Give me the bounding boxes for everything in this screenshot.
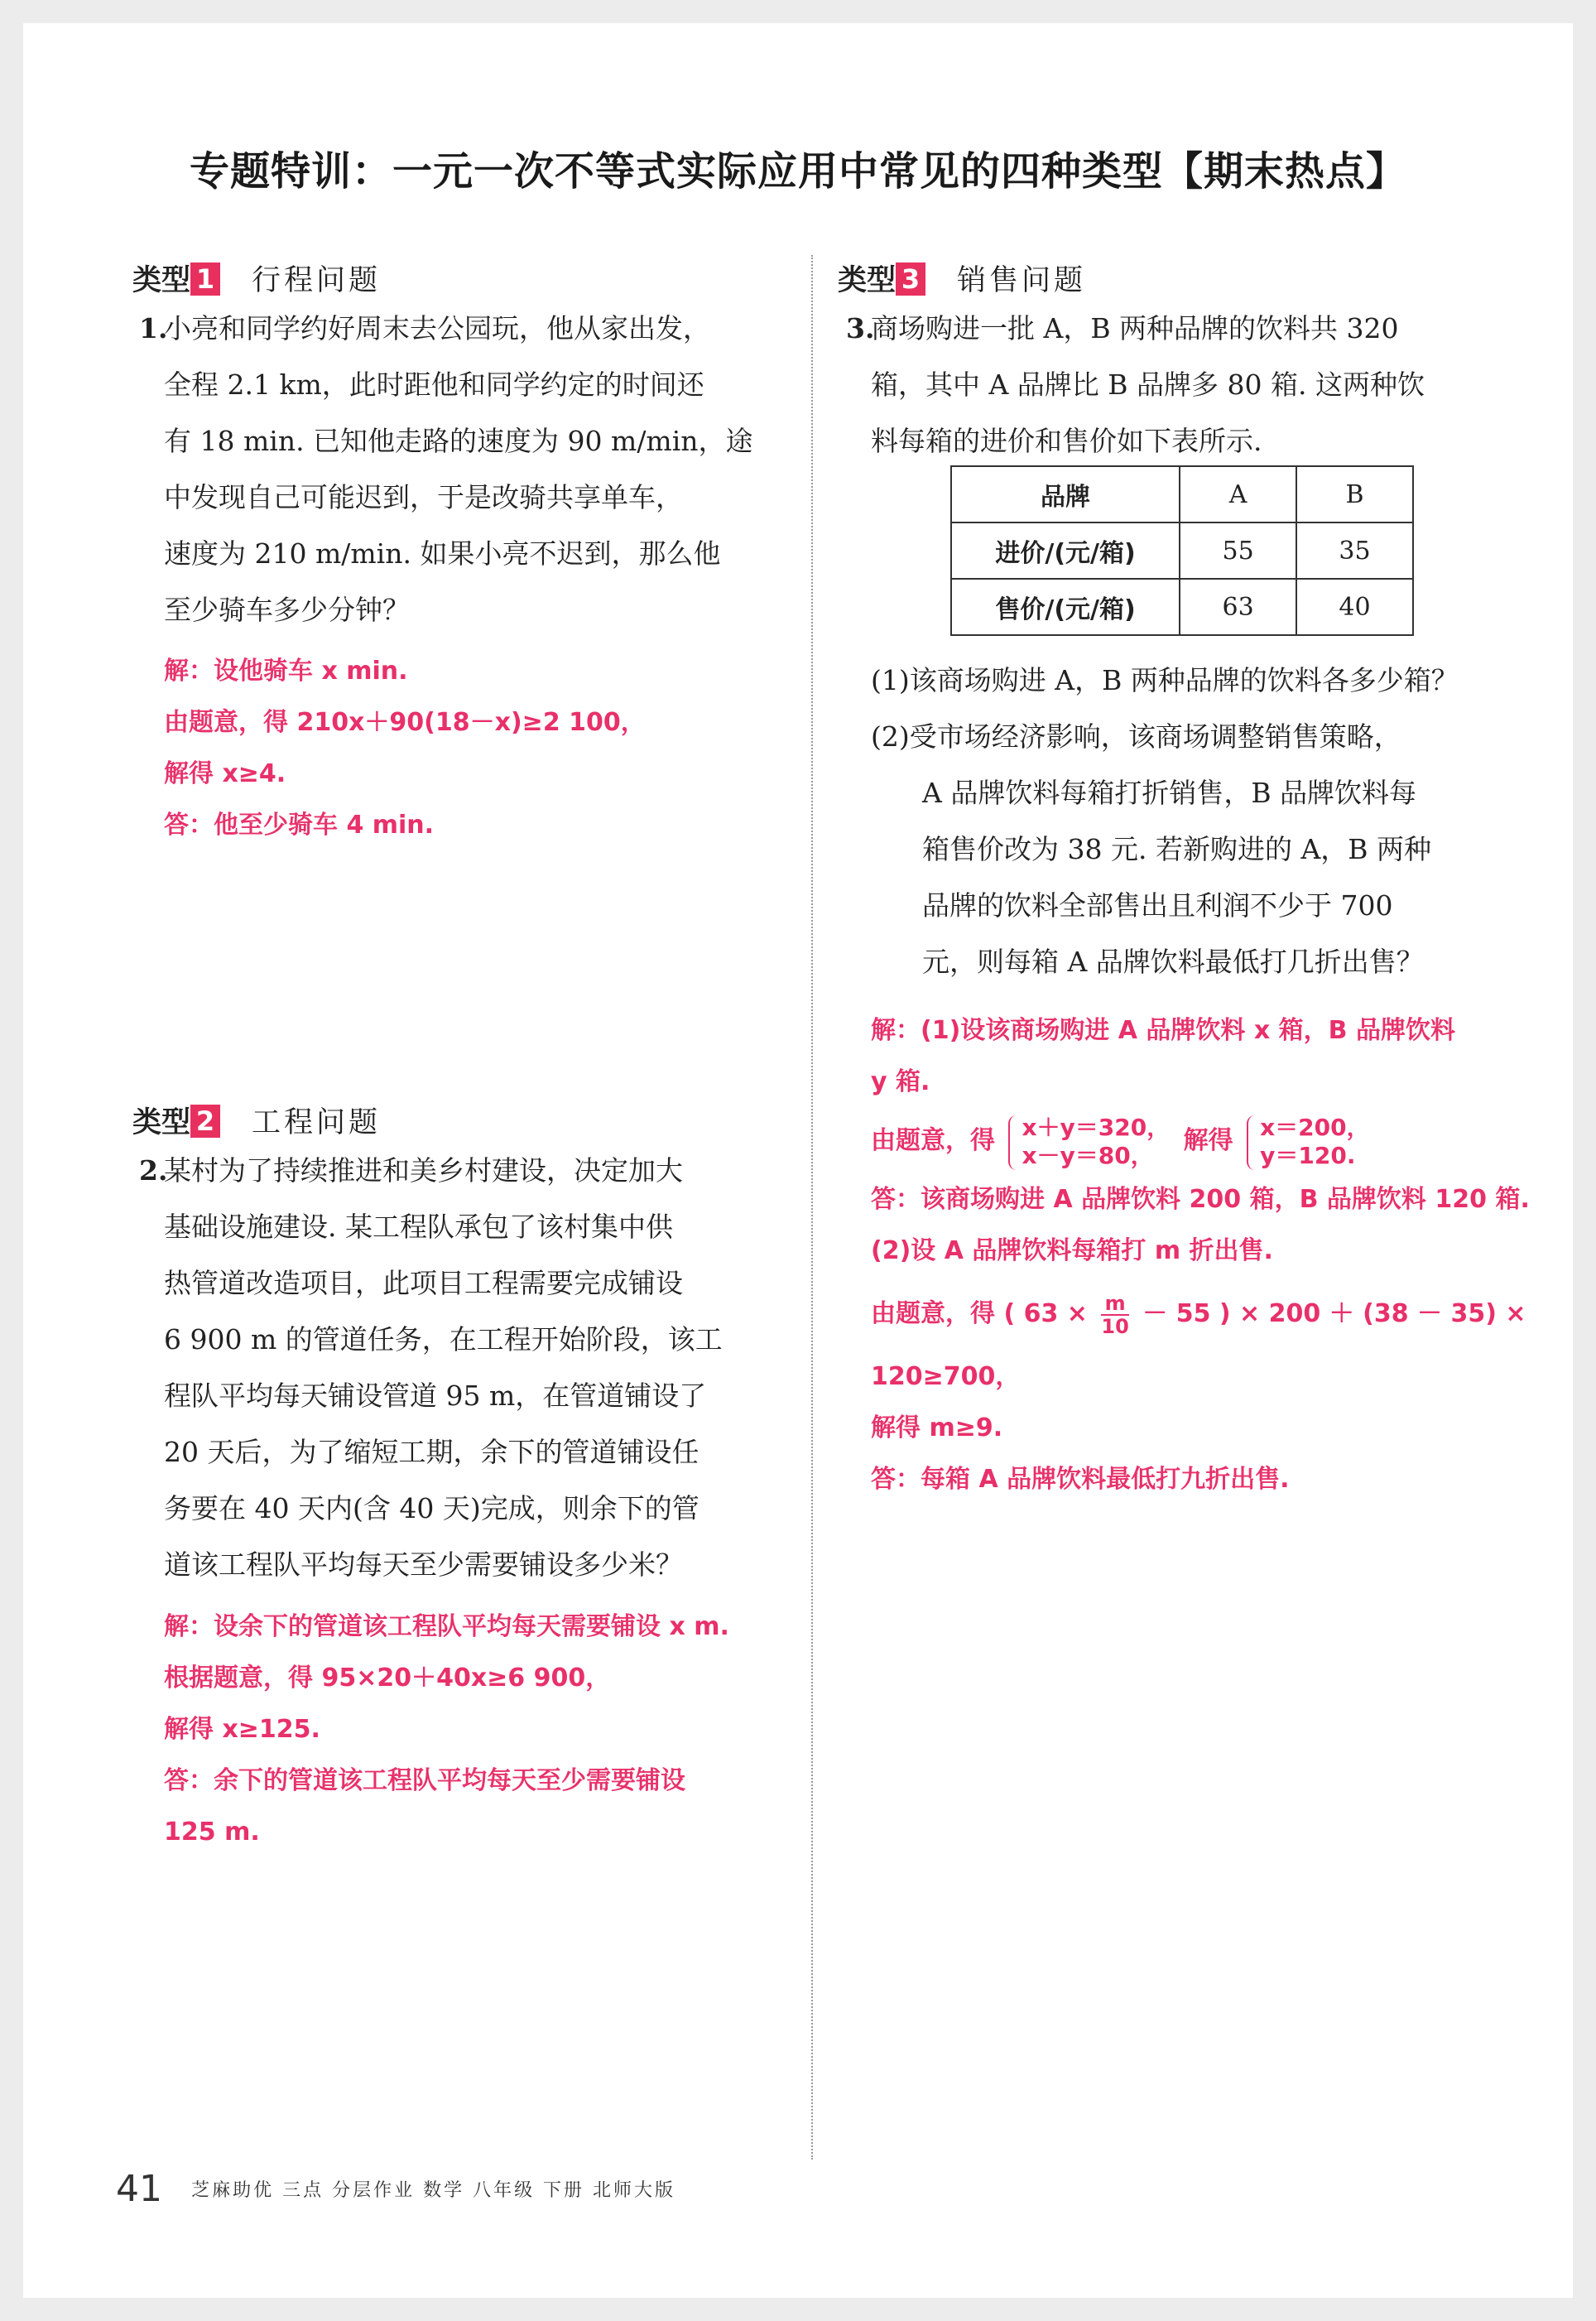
solution-line: 解：设他骑车 x min. — [164, 657, 408, 686]
solution-text: 解得 — [1183, 1126, 1233, 1155]
solution-system-line — [871, 1108, 1533, 1174]
problem-text-line: 有 18 min. 已知他走路的速度为 90 m/min，途 — [164, 425, 753, 457]
problem-text-line: 至少骑车多少分钟？ — [164, 594, 410, 626]
table-cell: 63 — [1180, 579, 1296, 635]
section-name: 销售问题 — [957, 264, 1087, 297]
solution-line: 答：余下的管道该工程队平均每天至少需要铺设 — [164, 1766, 685, 1795]
table-cell: 售价/(元/箱) — [951, 579, 1180, 635]
page-title: 专题特训：一元一次不等式实际应用中常见的四种类型【期末热点】 — [189, 148, 1406, 195]
problem-text-line: 道该工程队平均每天至少需要铺设多少米？ — [164, 1548, 683, 1581]
solution-line: 解得 m≥9. — [871, 1413, 1003, 1442]
table-cell: 55 — [1180, 522, 1296, 579]
solution-line: 解：设余下的管道该工程队平均每天需要铺设 x m. — [164, 1612, 729, 1641]
section-badge: 3 — [896, 262, 925, 296]
sub-question-line: (2)受市场经济影响，该商场调整销售策略， — [871, 720, 1401, 753]
problem-2 — [139, 1143, 801, 1593]
equation: y＝120. — [1260, 1141, 1356, 1169]
problem-text-line: 小亮和同学约好周末去公园玩，他从家出发， — [164, 312, 710, 344]
price-table — [950, 465, 1414, 636]
problem-3-subquestions — [871, 652, 1525, 990]
table-row — [951, 579, 1413, 635]
solution-1 — [164, 646, 646, 851]
fraction — [1101, 1293, 1128, 1337]
fraction-denominator: 10 — [1101, 1314, 1129, 1338]
solution-line: 答：他至少骑车 4 min. — [164, 811, 435, 840]
table-cell: 进价/(元/箱) — [951, 522, 1180, 579]
solution-line: 由题意，得 210x＋90(18－x)≥2 100， — [164, 708, 646, 737]
problem-text-line: 务要在 40 天内(含 40 天)完成，则余下的管 — [164, 1492, 699, 1524]
solution-text: 由题意，得 ( 63 × — [871, 1299, 1088, 1328]
book-info: 芝麻助优 三点 分层作业 数学 八年级 下册 北师大版 — [191, 2180, 676, 2201]
sub-question-line: (1)该商场购进 A，B 两种品牌的饮料各多少箱？ — [871, 664, 1459, 696]
problem-text-line: 热管道改造项目，此项目工程需要完成铺设 — [164, 1267, 683, 1299]
solution-3 — [871, 1005, 1533, 1505]
problem-text-line: 商场购进一批 A，B 两种品牌的饮料共 320 — [871, 312, 1399, 344]
sub-question-line: A 品牌饮料每箱打折销售，B 品牌饮料每 — [922, 777, 1417, 809]
sub-question-line: 品牌的饮料全部售出且利润不少于 700 — [922, 889, 1393, 922]
problem-text-line: 某村为了持续推进和美乡村建设，决定加大 — [164, 1154, 683, 1187]
equation: x＝200， — [1260, 1113, 1370, 1141]
solution-line: 120≥700， — [871, 1362, 1021, 1391]
page-number: 41 — [116, 2168, 162, 2210]
section-label: 类型 — [132, 264, 191, 297]
left-brace — [1247, 1115, 1257, 1170]
solution-line: 解：(1)设该商场购进 A 品牌饮料 x 箱，B 品牌饮料 — [871, 1016, 1455, 1045]
table-header-cell: A — [1180, 466, 1296, 522]
column-divider — [811, 255, 813, 2160]
problem-text-line: 全程 2.1 km，此时距他和同学约定的时间还 — [164, 368, 704, 401]
solution-fraction-line — [871, 1277, 1533, 1351]
solution-line: y 箱. — [871, 1067, 930, 1096]
section-badge: 2 — [190, 1105, 220, 1138]
section-label: 类型 — [838, 264, 897, 297]
equation: x＋y＝320， — [1022, 1113, 1171, 1141]
problem-text-line: 中发现自己可能迟到，于是改骑共享单车， — [164, 481, 683, 513]
solution-line: 解得 x≥125. — [164, 1715, 320, 1744]
solution-line: 答：该商场购进 A 品牌饮料 200 箱，B 品牌饮料 120 箱. — [871, 1185, 1530, 1214]
page-footer — [116, 2168, 675, 2210]
problem-text-line: 箱，其中 A 品牌比 B 品牌多 80 箱. 这两种饮 — [871, 368, 1425, 401]
fraction-numerator: m — [1101, 1293, 1128, 1316]
problem-3 — [846, 301, 1517, 469]
solution-text: － 55 ) × 200 ＋ (38 － 35) × — [1142, 1299, 1526, 1328]
table-header-row — [951, 466, 1413, 522]
section-heading-type2 — [132, 1100, 381, 1141]
problem-text-line: 20 天后，为了缩短工期，余下的管道铺设任 — [164, 1436, 699, 1468]
left-brace — [1008, 1115, 1018, 1170]
solution-line: 答：每箱 A 品牌饮料最低打九折出售. — [871, 1465, 1290, 1494]
solution-2 — [164, 1601, 729, 1858]
solution-line: 根据题意，得 95×20＋40x≥6 900， — [164, 1664, 611, 1693]
sub-question-line: 元，则每箱 A 品牌饮料最低打几折出售？ — [922, 946, 1424, 978]
table-header-cell: 品牌 — [951, 466, 1180, 522]
equation-system-result — [1247, 1114, 1370, 1170]
problem-text-line: 程队平均每天铺设管道 95 m，在管道铺设了 — [164, 1380, 707, 1412]
table-cell: 40 — [1296, 579, 1413, 635]
section-name: 工程问题 — [252, 1106, 382, 1139]
equation: x－y＝80， — [1022, 1141, 1154, 1169]
section-label: 类型 — [132, 1106, 191, 1139]
solution-line: (2)设 A 品牌饮料每箱打 m 折出售. — [871, 1236, 1273, 1265]
solution-text: 由题意，得 — [871, 1126, 995, 1155]
section-heading-type3 — [838, 258, 1086, 299]
table-cell: 35 — [1296, 522, 1413, 579]
worksheet-page — [23, 23, 1573, 2298]
problem-text-line: 料每箱的进价和售价如下表所示. — [871, 425, 1262, 457]
solution-line: 125 m. — [164, 1818, 260, 1847]
problem-1 — [139, 301, 801, 638]
equation-system — [1008, 1114, 1170, 1170]
problem-number: 3. — [846, 312, 875, 344]
section-name: 行程问题 — [252, 264, 382, 297]
table-header-cell: B — [1296, 466, 1413, 522]
solution-line: 解得 x≥4. — [164, 759, 286, 788]
sub-question-line: 箱售价改为 38 元. 若新购进的 A，B 两种 — [922, 833, 1432, 865]
problem-number: 1. — [139, 312, 168, 344]
section-badge: 1 — [190, 262, 220, 296]
problem-text-line: 速度为 210 m/min. 如果小亮不迟到，那么他 — [164, 537, 721, 570]
problem-number: 2. — [139, 1154, 168, 1187]
section-heading-type1 — [132, 258, 381, 299]
problem-text-line: 基础设施建设. 某工程队承包了该村集中供 — [164, 1211, 673, 1243]
table-row — [951, 522, 1413, 579]
problem-text-line: 6 900 m 的管道任务，在工程开始阶段，该工 — [164, 1323, 723, 1356]
